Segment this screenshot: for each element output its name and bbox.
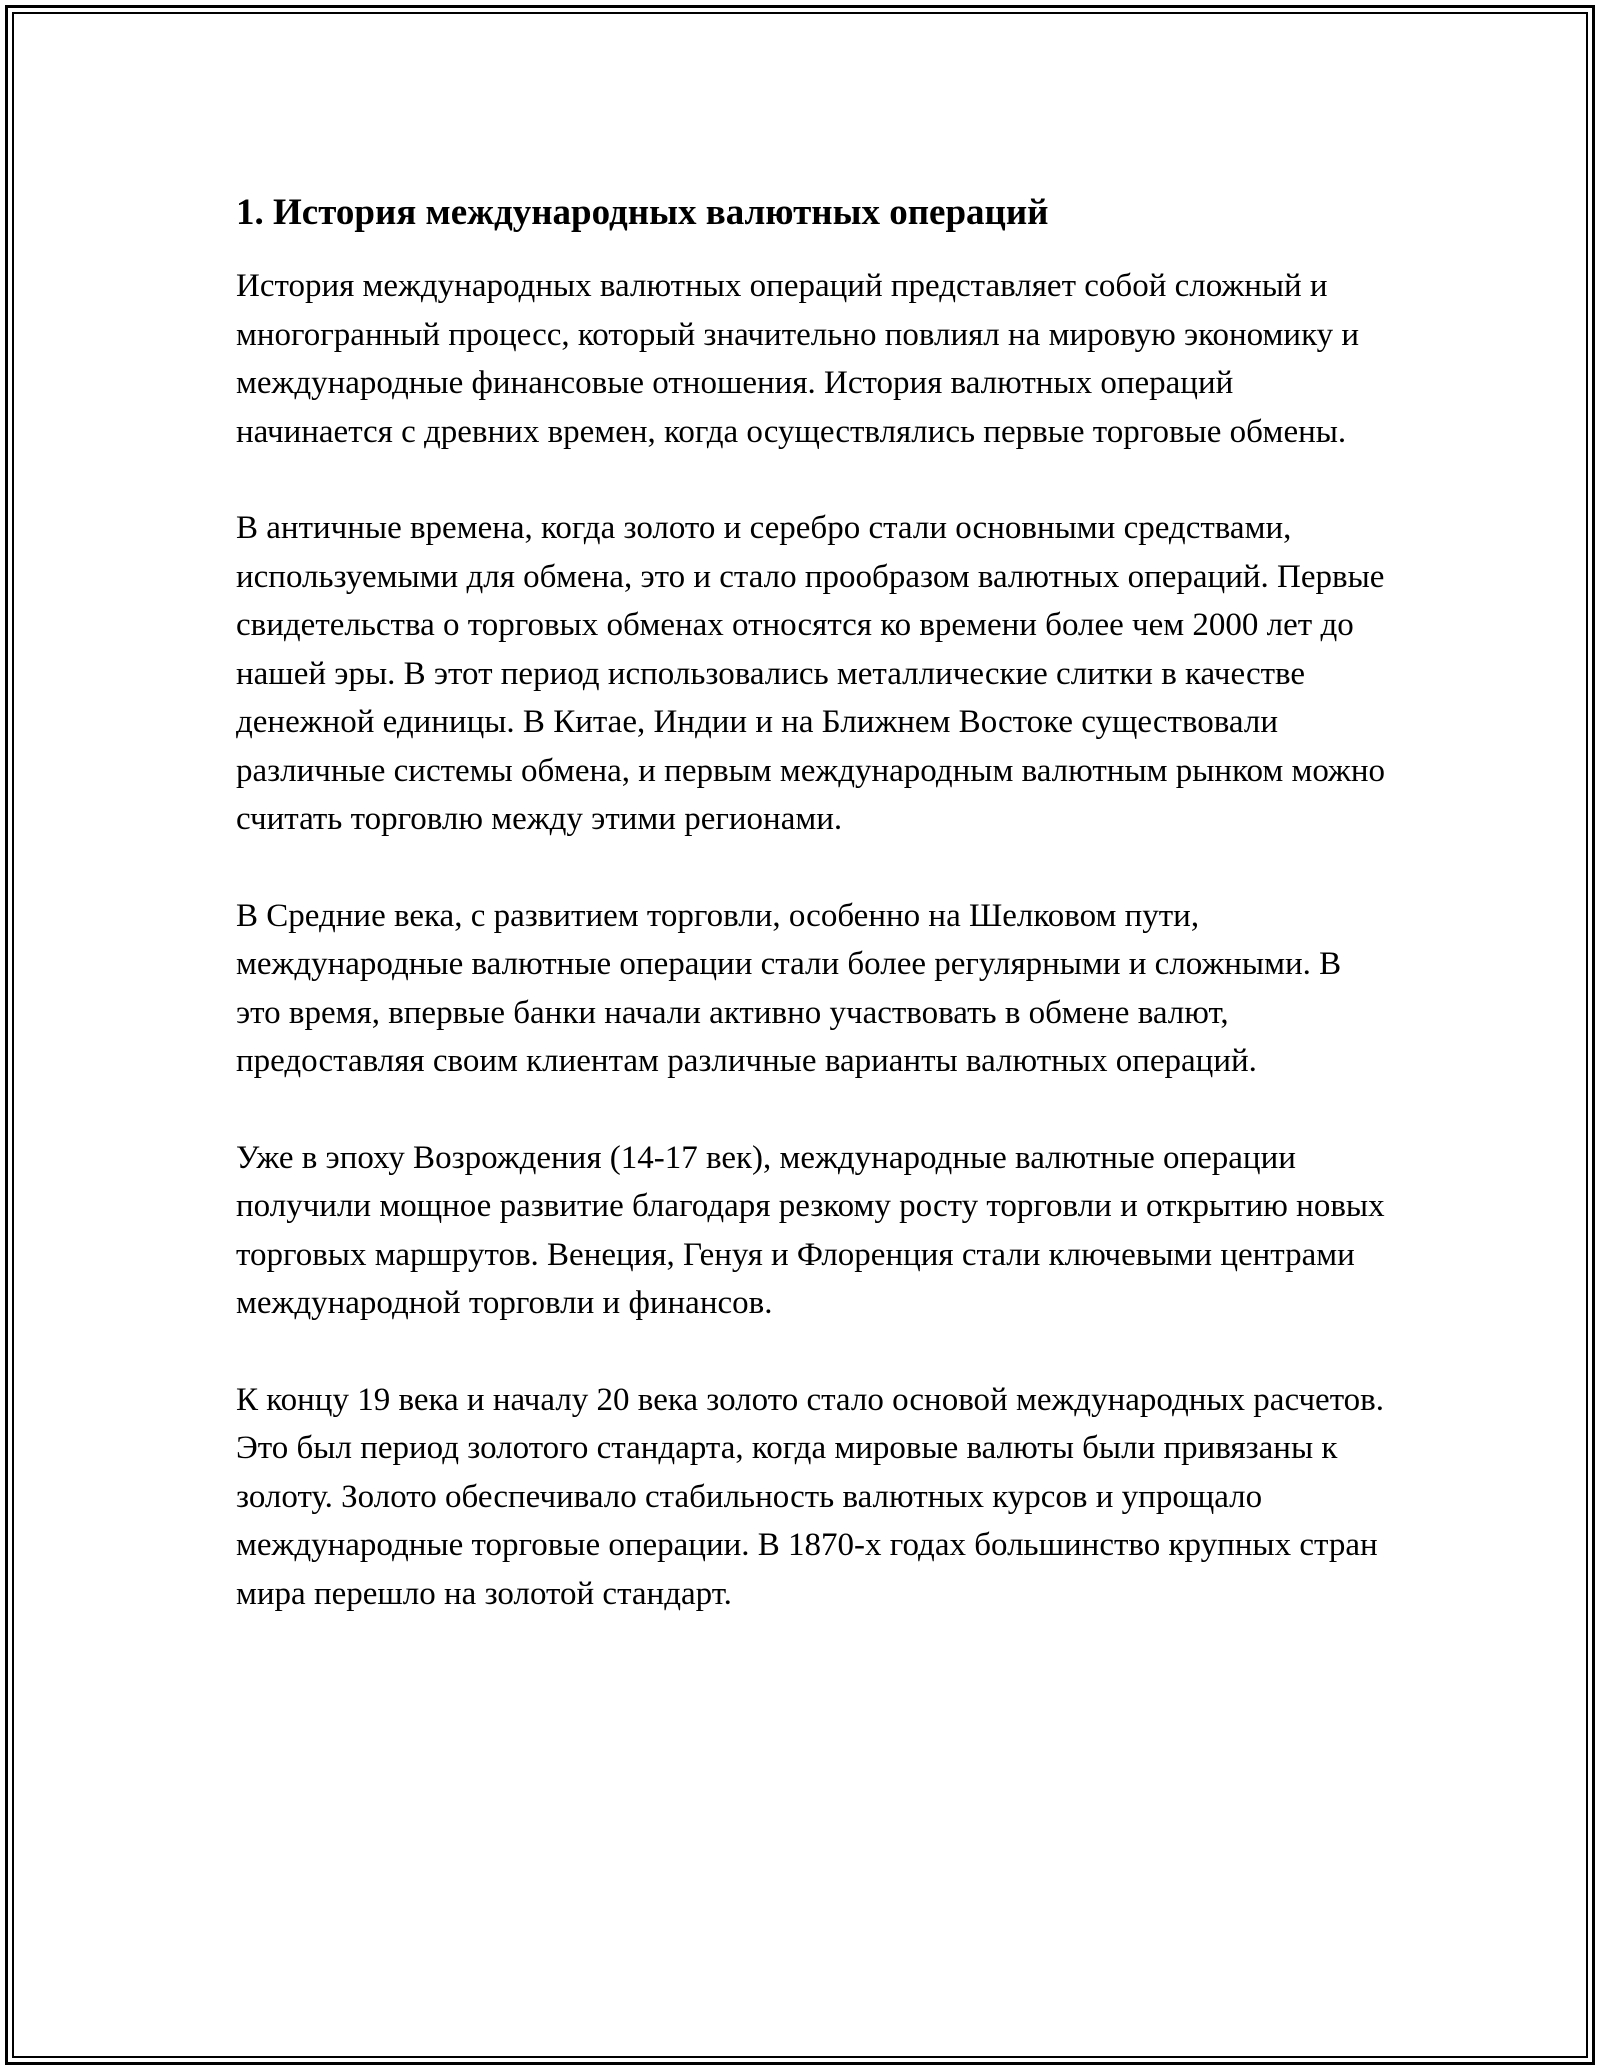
paragraph-renaissance: Уже в эпоху Возрождения (14-17 век), международные валютные операции получили мощное развитие благодаря резкому росту торговли и открытию новых торговых маршрутов. Венеция, Генуя и Флоренция стали ключевыми центрами международной торговли и финансов. [236, 1139, 1385, 1321]
paragraph-middle-ages: В Средние века, с развитием торговли, особенно на Шелковом пути, международные валютные операции стали более регулярными и сложными. В это время, впервые банки начали активно участвовать в обмене валют, предоставляя своим клиентам различные варианты валютных операций. [236, 897, 1342, 1079]
section-heading: 1. История международных валютных операций [236, 192, 1049, 233]
paragraph-intro: История международных валютных операций представляет собой сложный и многогранный процесс, который значительно повлиял на мировую экономику и международные финансовые отношения. История валютных операций начинается с древних времен, когда осуществлялись первые торговые обмены. [236, 268, 1360, 450]
paragraph-antiquity: В античные времена, когда золото и серебро стали основными средствами, используемыми для обмена, это и стало прообразом валютных операций. Первые свидетельства о торговых обменах относятся ко времени более чем 2000 лет до нашей эры. В этот период использовались металлические слитки в качестве денежной единицы. В Китае, Индии и на Ближнем Востоке существовали различные системы обмена, и первым международным валютным рынком можно считать торговлю между этими регионами. [236, 510, 1385, 837]
document-body [236, 188, 1386, 1666]
paragraph-gold-standard: К концу 19 века и началу 20 века золото стало основой международных расчетов. Это был период золотого стандарта, когда мировые валюты были привязаны к золоту. Золото обеспечивало стабильность валютных курсов и упрощало международные торговые операции. В 1870-х годах большинство крупных стран мира перешло на золотой стандарт. [236, 1381, 1385, 1612]
